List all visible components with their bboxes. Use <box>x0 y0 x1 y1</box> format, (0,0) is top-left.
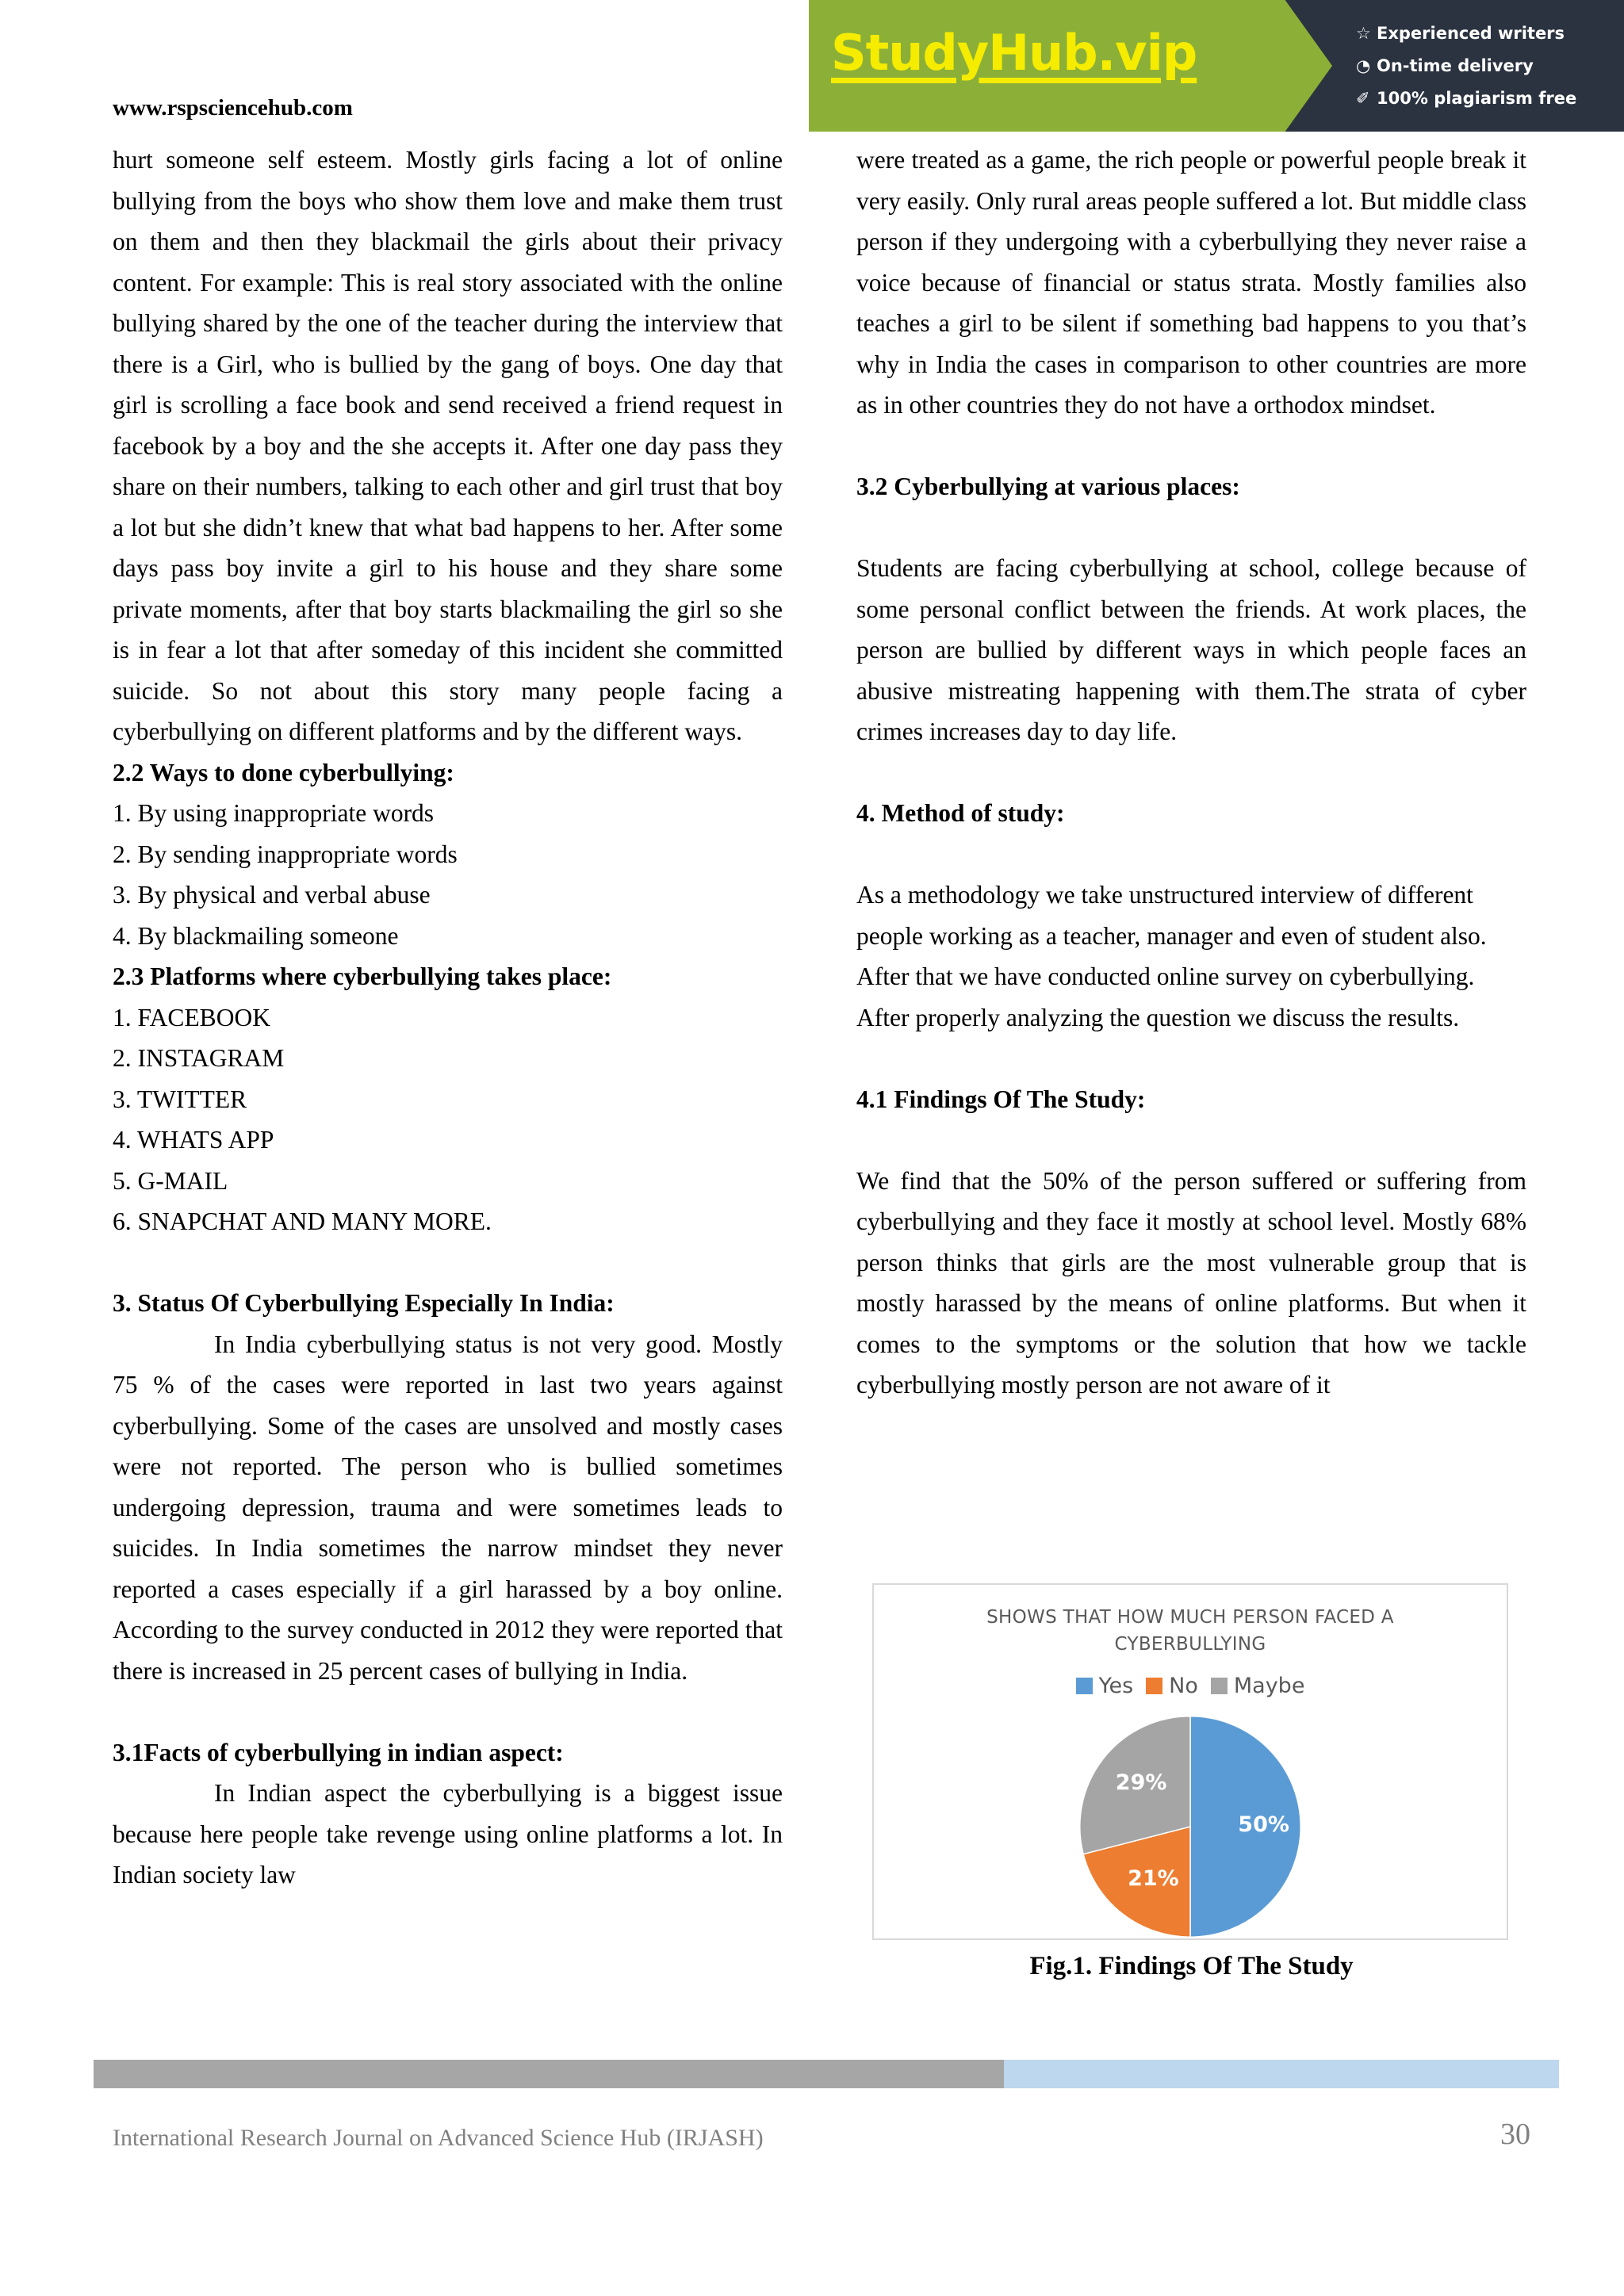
heading-3: 3. Status Of Cyberbullying Especially In India: <box>113 1289 615 1317</box>
banner-feature-item-3 <box>1356 82 1576 115</box>
heading-4-1: 4.1 Findings Of The Study: <box>856 1085 1146 1113</box>
paragraph-spacer <box>856 752 1526 794</box>
findings-pie-chart-figure <box>872 1583 1508 1940</box>
right-paragraph-4: We find that the 50% of the person suffered or suffering from cyberbullying and they face it mostly at school level. Mostly 68% person thinks that girls are the most vulnerable group that is mostly harassed by the means of online platforms. But when it comes to the symptoms or the solution that how we tackle cyberbullying mostly person are not aware of it <box>856 1166 1526 1399</box>
heading-2-2: 2.2 Ways to done cyberbullying: <box>113 758 454 786</box>
banner-feature-label-3: 100% plagiarism free <box>1377 89 1577 108</box>
studyhub-watermark-banner <box>809 0 1624 132</box>
clock-icon: ◔ <box>1356 56 1371 75</box>
right-paragraph-1: were treated as a game, the rich people or powerful people break it very easily. Only rural areas people suffered a lot. But middle class person if they undergoing with a cyberbullying they never raise a voice because of financial or status strata. Mostly families also teaches a girl to be silent if something bad happens to you that’s why in India the cases in comparison to other countries are more as in other countries they do not have a orthodox mindset. <box>856 146 1526 419</box>
pie-slice-label-no: 21% <box>1128 1866 1179 1892</box>
paragraph-spacer <box>113 1242 783 1284</box>
legend-swatch-no <box>1146 1678 1162 1694</box>
left-paragraph-1: hurt someone self esteem. Mostly girls facing a lot of online bullying from the boys who show them love and make them trust on them and then they blackmail the girls about their privacy content. For example: This is real story associated with the online bullying shared by the one of the teacher during the interview that there is a Girl, who is bullied by the gang of boys. One day that girl is scrolling a face book and send received a friend request in facebook by a boy and the she accepts it. After one day pass they share on their numbers, talking to each other and girl trust that boy a lot but she didn’t knew that what bad happens to her. After some days pass boy invite a girl to his house and they share some private moments, after that boy starts blackmailing the girl so she is in fear a lot that after someday of this incident she committed suicide. So not about this story many people facing a cyberbullying on different platforms and by the different ways. <box>113 146 783 745</box>
running-head-url: www.rspsciencehub.com <box>113 95 353 121</box>
paragraph-spacer <box>856 834 1526 875</box>
chart-title-line-1: SHOWS THAT HOW MUCH PERSON FACED A <box>986 1607 1394 1628</box>
legend-item-yes <box>1076 1674 1134 1698</box>
studyhub-logo: StudyHub.vip <box>831 24 1197 82</box>
paragraph-spacer <box>856 507 1526 549</box>
banner-feature-list <box>1356 17 1576 115</box>
legend-item-no <box>1146 1674 1198 1698</box>
star-icon: ☆ <box>1356 24 1371 43</box>
paragraph-spacer <box>856 426 1526 467</box>
list-item: 2. By sending inappropriate words <box>113 840 458 868</box>
pie-slice-label-yes: 50% <box>1238 1812 1289 1837</box>
footer-bar-blue <box>1004 2060 1559 2088</box>
heading-2-3: 2.3 Platforms where cyberbullying takes place: <box>113 962 612 990</box>
list-item: 2. INSTAGRAM <box>113 1044 285 1072</box>
pie-slice-label-maybe: 29% <box>1115 1770 1167 1796</box>
chart-title <box>874 1604 1507 1658</box>
heading-3-1: 3.1Facts of cyberbullying in indian aspect: <box>113 1738 564 1766</box>
right-paragraph-2: Students are facing cyberbullying at school, college because of some personal conflict between the friends. At work places, the person are bullied by different ways in which people faces an abusive mistreating happening with them.The strata of cyber crimes increases day to day life. <box>856 554 1526 745</box>
legend-label-maybe: Maybe <box>1233 1674 1305 1698</box>
legend-swatch-maybe <box>1211 1678 1228 1694</box>
banner-feature-label-1: Experienced writers <box>1377 24 1565 43</box>
left-column <box>113 140 783 1896</box>
list-item: 3. By physical and verbal abuse <box>113 881 431 909</box>
chart-title-line-2: CYBERBULLYING <box>1114 1634 1266 1655</box>
list-item: 5. G-MAIL <box>113 1166 228 1195</box>
paragraph-spacer <box>856 1119 1526 1161</box>
footer-page-number: 30 <box>1500 2118 1530 2151</box>
banner-feature-label-2: On-time delivery <box>1377 56 1534 75</box>
list-item: 4. By blackmailing someone <box>113 921 399 950</box>
banner-feature-item-1 <box>1356 17 1576 50</box>
list-item: 4. WHATS APP <box>113 1126 274 1154</box>
legend-swatch-yes <box>1076 1678 1093 1694</box>
chart-legend <box>874 1674 1507 1698</box>
figure-caption: Fig.1. Findings Of The Study <box>1029 1952 1354 1980</box>
left-paragraph-2: In India cyberbullying status is not very good. Mostly 75 % of the cases were reported in last two years against cyberbullying. Some of the cases are unsolved and mostly cases were not reported. The person who is bullied sometimes undergoing depression, trauma and were sometimes leads to suicides. In India sometimes the narrow mindset they never reported a cases especially if a girl harassed by a boy online. According to the survey conducted in 2012 they were reported that there is increased in 25 percent cases of bullying in India. <box>113 1330 783 1685</box>
footer-bar-gray <box>94 2060 1004 2088</box>
heading-3-2: 3.2 Cyberbullying at various places: <box>856 473 1240 500</box>
left-paragraph-3: In Indian aspect the cyberbullying is a biggest issue because here people take revenge using online platforms a lot. In Indian society law <box>113 1779 783 1888</box>
legend-label-yes: Yes <box>1098 1674 1134 1698</box>
pie-chart-area <box>874 1712 1507 1942</box>
banner-feature-item-2 <box>1356 50 1576 82</box>
right-paragraph-3: As a methodology we take unstructured interview of different people working as a teacher, manager and even of student also. After that we have conducted online survey on cyberbullying. After properly analyzing the question we discuss the results. <box>856 881 1487 1031</box>
footer-journal-name: International Research Journal on Advanced Science Hub (IRJASH) <box>113 2125 764 2151</box>
paragraph-spacer <box>856 1038 1526 1079</box>
paragraph-spacer <box>113 1691 783 1732</box>
right-column <box>856 140 1526 1406</box>
list-item: 1. By using inappropriate words <box>113 799 435 827</box>
list-item: 3. TWITTER <box>113 1085 247 1113</box>
document-check-icon: ✐ <box>1356 89 1370 108</box>
list-item: 1. FACEBOOK <box>113 1003 270 1031</box>
legend-label-no: No <box>1169 1674 1198 1698</box>
legend-item-maybe <box>1211 1674 1305 1698</box>
heading-4: 4. Method of study: <box>856 799 1065 827</box>
list-item: 6. SNAPCHAT AND MANY MORE. <box>113 1207 492 1235</box>
